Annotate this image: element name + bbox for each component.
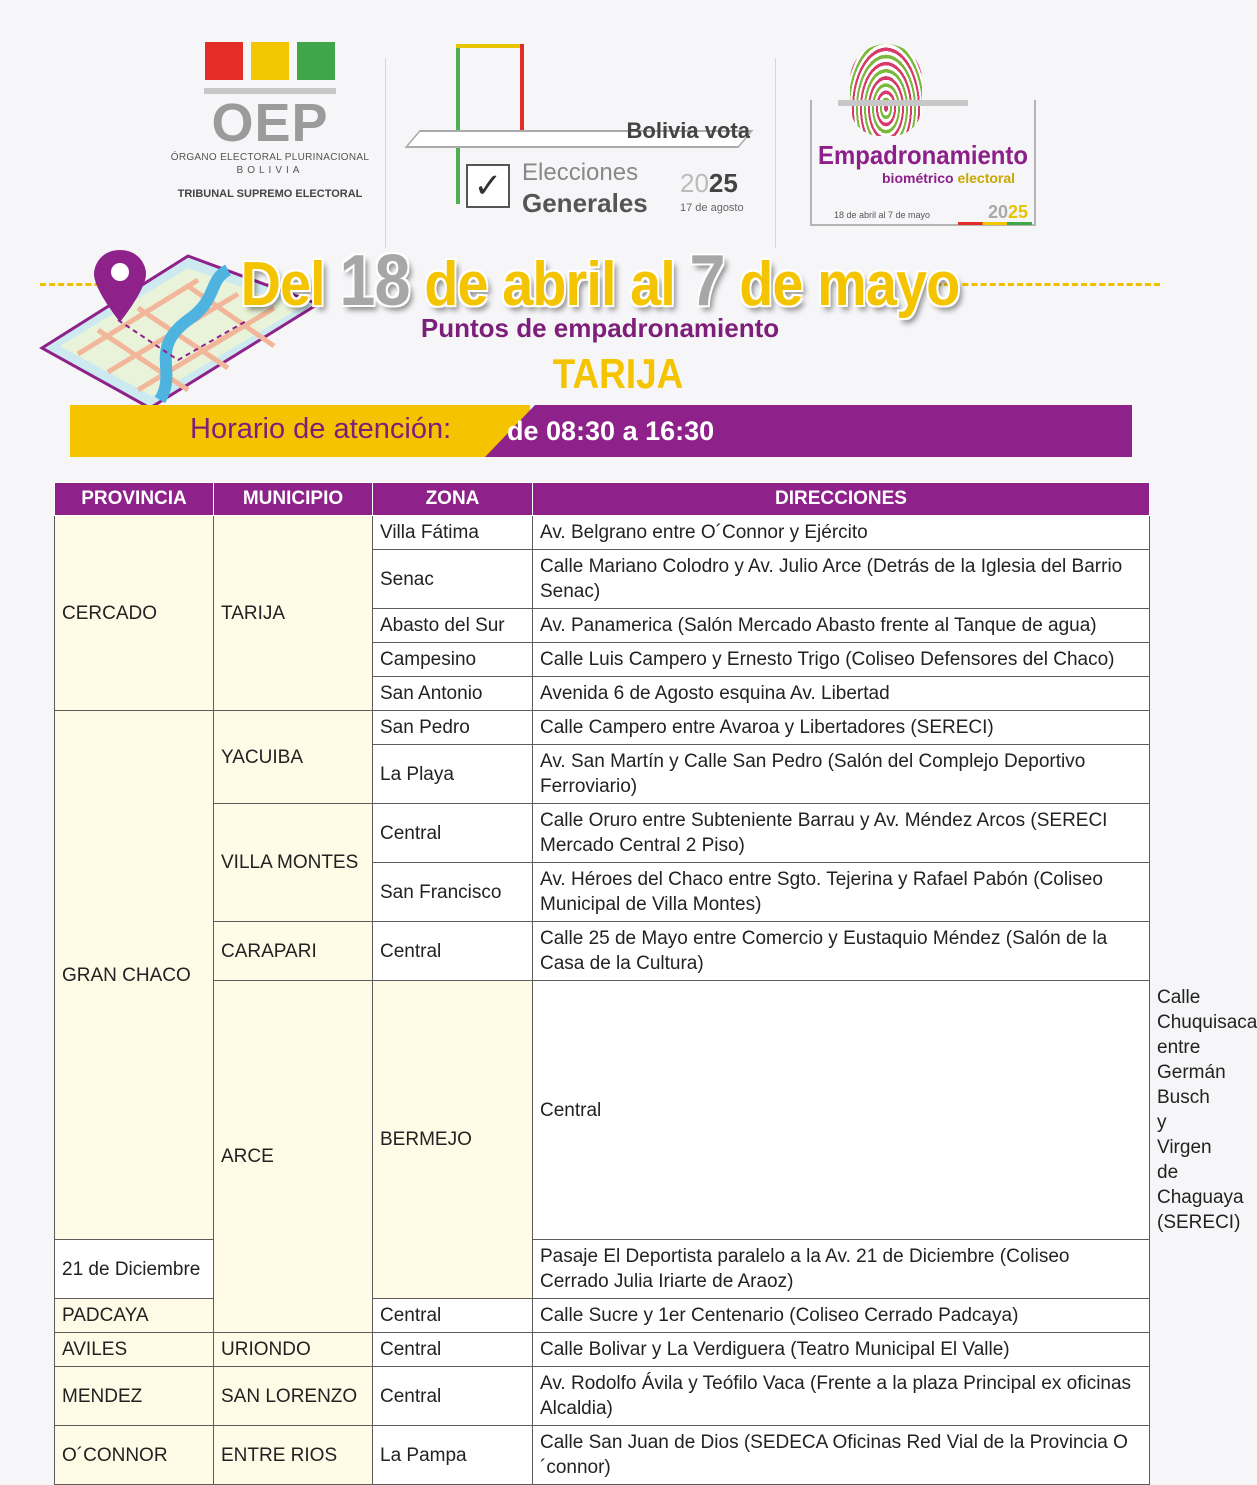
hours-label: Horario de atención:: [190, 413, 452, 445]
direccion-cell: Calle San Juan de Dios (SEDECA Oficinas Red Vial de la Provincia O´connor): [533, 1426, 1150, 1485]
empadronamiento-logo: [808, 44, 1038, 224]
zona-cell: Central: [373, 804, 533, 863]
direccion-cell: Calle Oruro entre Subteniente Barrau y Av. Méndez Arcos (SERECI Mercado Central 2 Piso): [533, 804, 1150, 863]
municipio-cell: CARAPARI: [214, 922, 373, 981]
title-day-start: 18: [339, 241, 410, 321]
year-prefix: 20: [680, 168, 709, 198]
zona-cell: Abasto del Sur: [373, 609, 533, 643]
provincia-cell: MENDEZ: [55, 1367, 214, 1426]
hours-bar: [70, 405, 1132, 457]
title-part: de abril al: [409, 250, 690, 319]
oep-name: OEP: [211, 93, 329, 153]
separator: [385, 58, 386, 248]
zona-cell: 21 de Diciembre: [55, 1240, 214, 1299]
biometrico-word: biométrico: [882, 170, 954, 186]
municipio-cell: VILLA MONTES: [214, 804, 373, 922]
table-header-row: [55, 483, 1150, 516]
title-part: de mayo: [724, 250, 960, 319]
empadronamiento-dates: 18 de abril al 7 de mayo: [834, 210, 931, 220]
oep-line3: TRIBUNAL SUPREMO ELECTORAL: [177, 188, 363, 200]
oep-logo: [160, 42, 380, 200]
oep-line2: BOLIVIA: [236, 165, 304, 176]
header-direcciones: DIRECCIONES: [533, 483, 1150, 516]
header-zona: ZONA: [373, 483, 533, 516]
zona-cell: San Antonio: [373, 677, 533, 711]
table-row: [55, 711, 1150, 745]
zona-cell: Central: [373, 1367, 533, 1426]
direccion-cell: Calle Bolivar y La Verdiguera (Teatro Municipal El Valle): [533, 1333, 1150, 1367]
title-part: Del: [240, 250, 340, 319]
provincia-cell: GRAN CHACO: [55, 711, 214, 1240]
direccion-cell: Calle 25 de Mayo entre Comercio y Eustaquio Méndez (Salón de la Casa de la Cultura): [533, 922, 1150, 981]
table-row: [55, 804, 1150, 863]
empadronamiento-title: Empadronamiento: [818, 140, 1028, 170]
direccion-cell: Calle Mariano Colodro y Av. Julio Arce (Detrás de la Iglesia del Barrio Senac): [533, 550, 1150, 609]
table-row: [55, 1333, 1150, 1367]
provincia-cell: AVILES: [55, 1333, 214, 1367]
provincia-cell: ARCE: [214, 981, 373, 1333]
registration-points-table: [54, 482, 1257, 1485]
hours-value: de 08:30 a 16:30: [507, 416, 715, 446]
direccion-cell: Pasaje El Deportista paralelo a la Av. 21 de Diciembre (Coliseo Cerrado Julia Iriarte de Araoz): [533, 1240, 1150, 1299]
ballot-frame-top: [456, 44, 524, 48]
direccion-cell: Av. Belgrano entre O´Connor y Ejército: [533, 516, 1150, 550]
provincia-cell: O´CONNOR: [55, 1426, 214, 1485]
zona-cell: San Pedro: [373, 711, 533, 745]
flag-stripe: [958, 222, 1032, 225]
year-prefix: 20: [988, 202, 1009, 222]
electoral-word: electoral: [957, 170, 1016, 186]
provincia-cell: CERCADO: [55, 516, 214, 711]
zona-cell: Central: [373, 922, 533, 981]
header-logos: [0, 28, 1200, 228]
zona-cell: Central: [373, 1299, 533, 1333]
bolivia-vota-logo: [408, 42, 758, 222]
elecciones-label: Elecciones: [522, 159, 639, 186]
bolivia-flag-icon: [160, 42, 380, 80]
municipio-cell: PADCAYA: [55, 1299, 214, 1333]
oep-line1: ÓRGANO ELECTORAL PLURINACIONAL: [170, 152, 370, 163]
empadronamiento-year: [988, 202, 1028, 223]
direccion-cell: Calle Luis Campero y Ernesto Trigo (Coliseo Defensores del Chaco): [533, 643, 1150, 677]
municipio-cell: YACUIBA: [214, 711, 373, 804]
ballot-frame: [456, 44, 460, 204]
municipio-cell: URIONDO: [214, 1333, 373, 1367]
header-provincia: PROVINCIA: [55, 483, 214, 516]
zona-cell: San Francisco: [373, 863, 533, 922]
municipio-cell: ENTRE RIOS: [214, 1426, 373, 1485]
zona-cell: Villa Fátima: [373, 516, 533, 550]
election-date: 17 de agosto: [680, 202, 744, 214]
header-municipio: MUNICIPIO: [214, 483, 373, 516]
table-row: [55, 1367, 1150, 1426]
title-day-end: 7: [689, 241, 725, 321]
direccion-cell: Av. Rodolfo Ávila y Teófilo Vaca (Frente a la plaza Principal ex oficinas Alcaldia): [533, 1367, 1150, 1426]
municipio-cell: SAN LORENZO: [214, 1367, 373, 1426]
date-range-title: [60, 240, 1140, 322]
zona-cell: Senac: [373, 550, 533, 609]
direccion-cell: Av. San Martín y Calle San Pedro (Salón del Complejo Deportivo Ferroviario): [533, 745, 1150, 804]
zona-cell: Campesino: [373, 643, 533, 677]
election-year: [680, 168, 738, 199]
empadronamiento-subtitle: [882, 170, 1015, 186]
direccion-cell: Calle Campero entre Avaroa y Libertadores (SERECI): [533, 711, 1150, 745]
direccion-cell: Avenida 6 de Agosto esquina Av. Libertad: [533, 677, 1150, 711]
zona-cell: Central: [533, 981, 1150, 1240]
municipio-cell: TARIJA: [214, 516, 373, 711]
zona-cell: La Pampa: [373, 1426, 533, 1485]
table-row: [55, 516, 1150, 550]
bolivia-vota-tagline: Bolivia vota: [626, 118, 750, 143]
generales-label: Generales: [522, 188, 648, 218]
checkmark-icon: ✓: [466, 164, 510, 208]
zona-cell: La Playa: [373, 745, 533, 804]
separator: [775, 58, 776, 248]
department-title: TARIJA: [552, 350, 684, 397]
year-suffix: 25: [1008, 202, 1029, 222]
direccion-cell: Av. Héroes del Chaco entre Sgto. Tejerina y Rafael Pabón (Coliseo Municipal de Villa Montes): [533, 863, 1150, 922]
ballot-box-slot: [838, 100, 968, 106]
ballot-frame-right: [520, 44, 524, 134]
municipio-cell: BERMEJO: [373, 981, 533, 1299]
year-suffix: 25: [708, 168, 738, 198]
direccion-cell: Av. Panamerica (Salón Mercado Abasto frente al Tanque de agua): [533, 609, 1150, 643]
table-row: [55, 1426, 1150, 1485]
table-row: [55, 922, 1150, 981]
direccion-cell: Calle Sucre y 1er Centenario (Coliseo Cerrado Padcaya): [533, 1299, 1150, 1333]
table-row: ARCE BERMEJO Central Calle Chuquisaca entre Germán Busch y Virgen de Chaguaya (SERECI): [55, 981, 1150, 1240]
subtitle: Puntos de empadronamiento: [420, 313, 780, 343]
zona-cell: Central: [373, 1333, 533, 1367]
